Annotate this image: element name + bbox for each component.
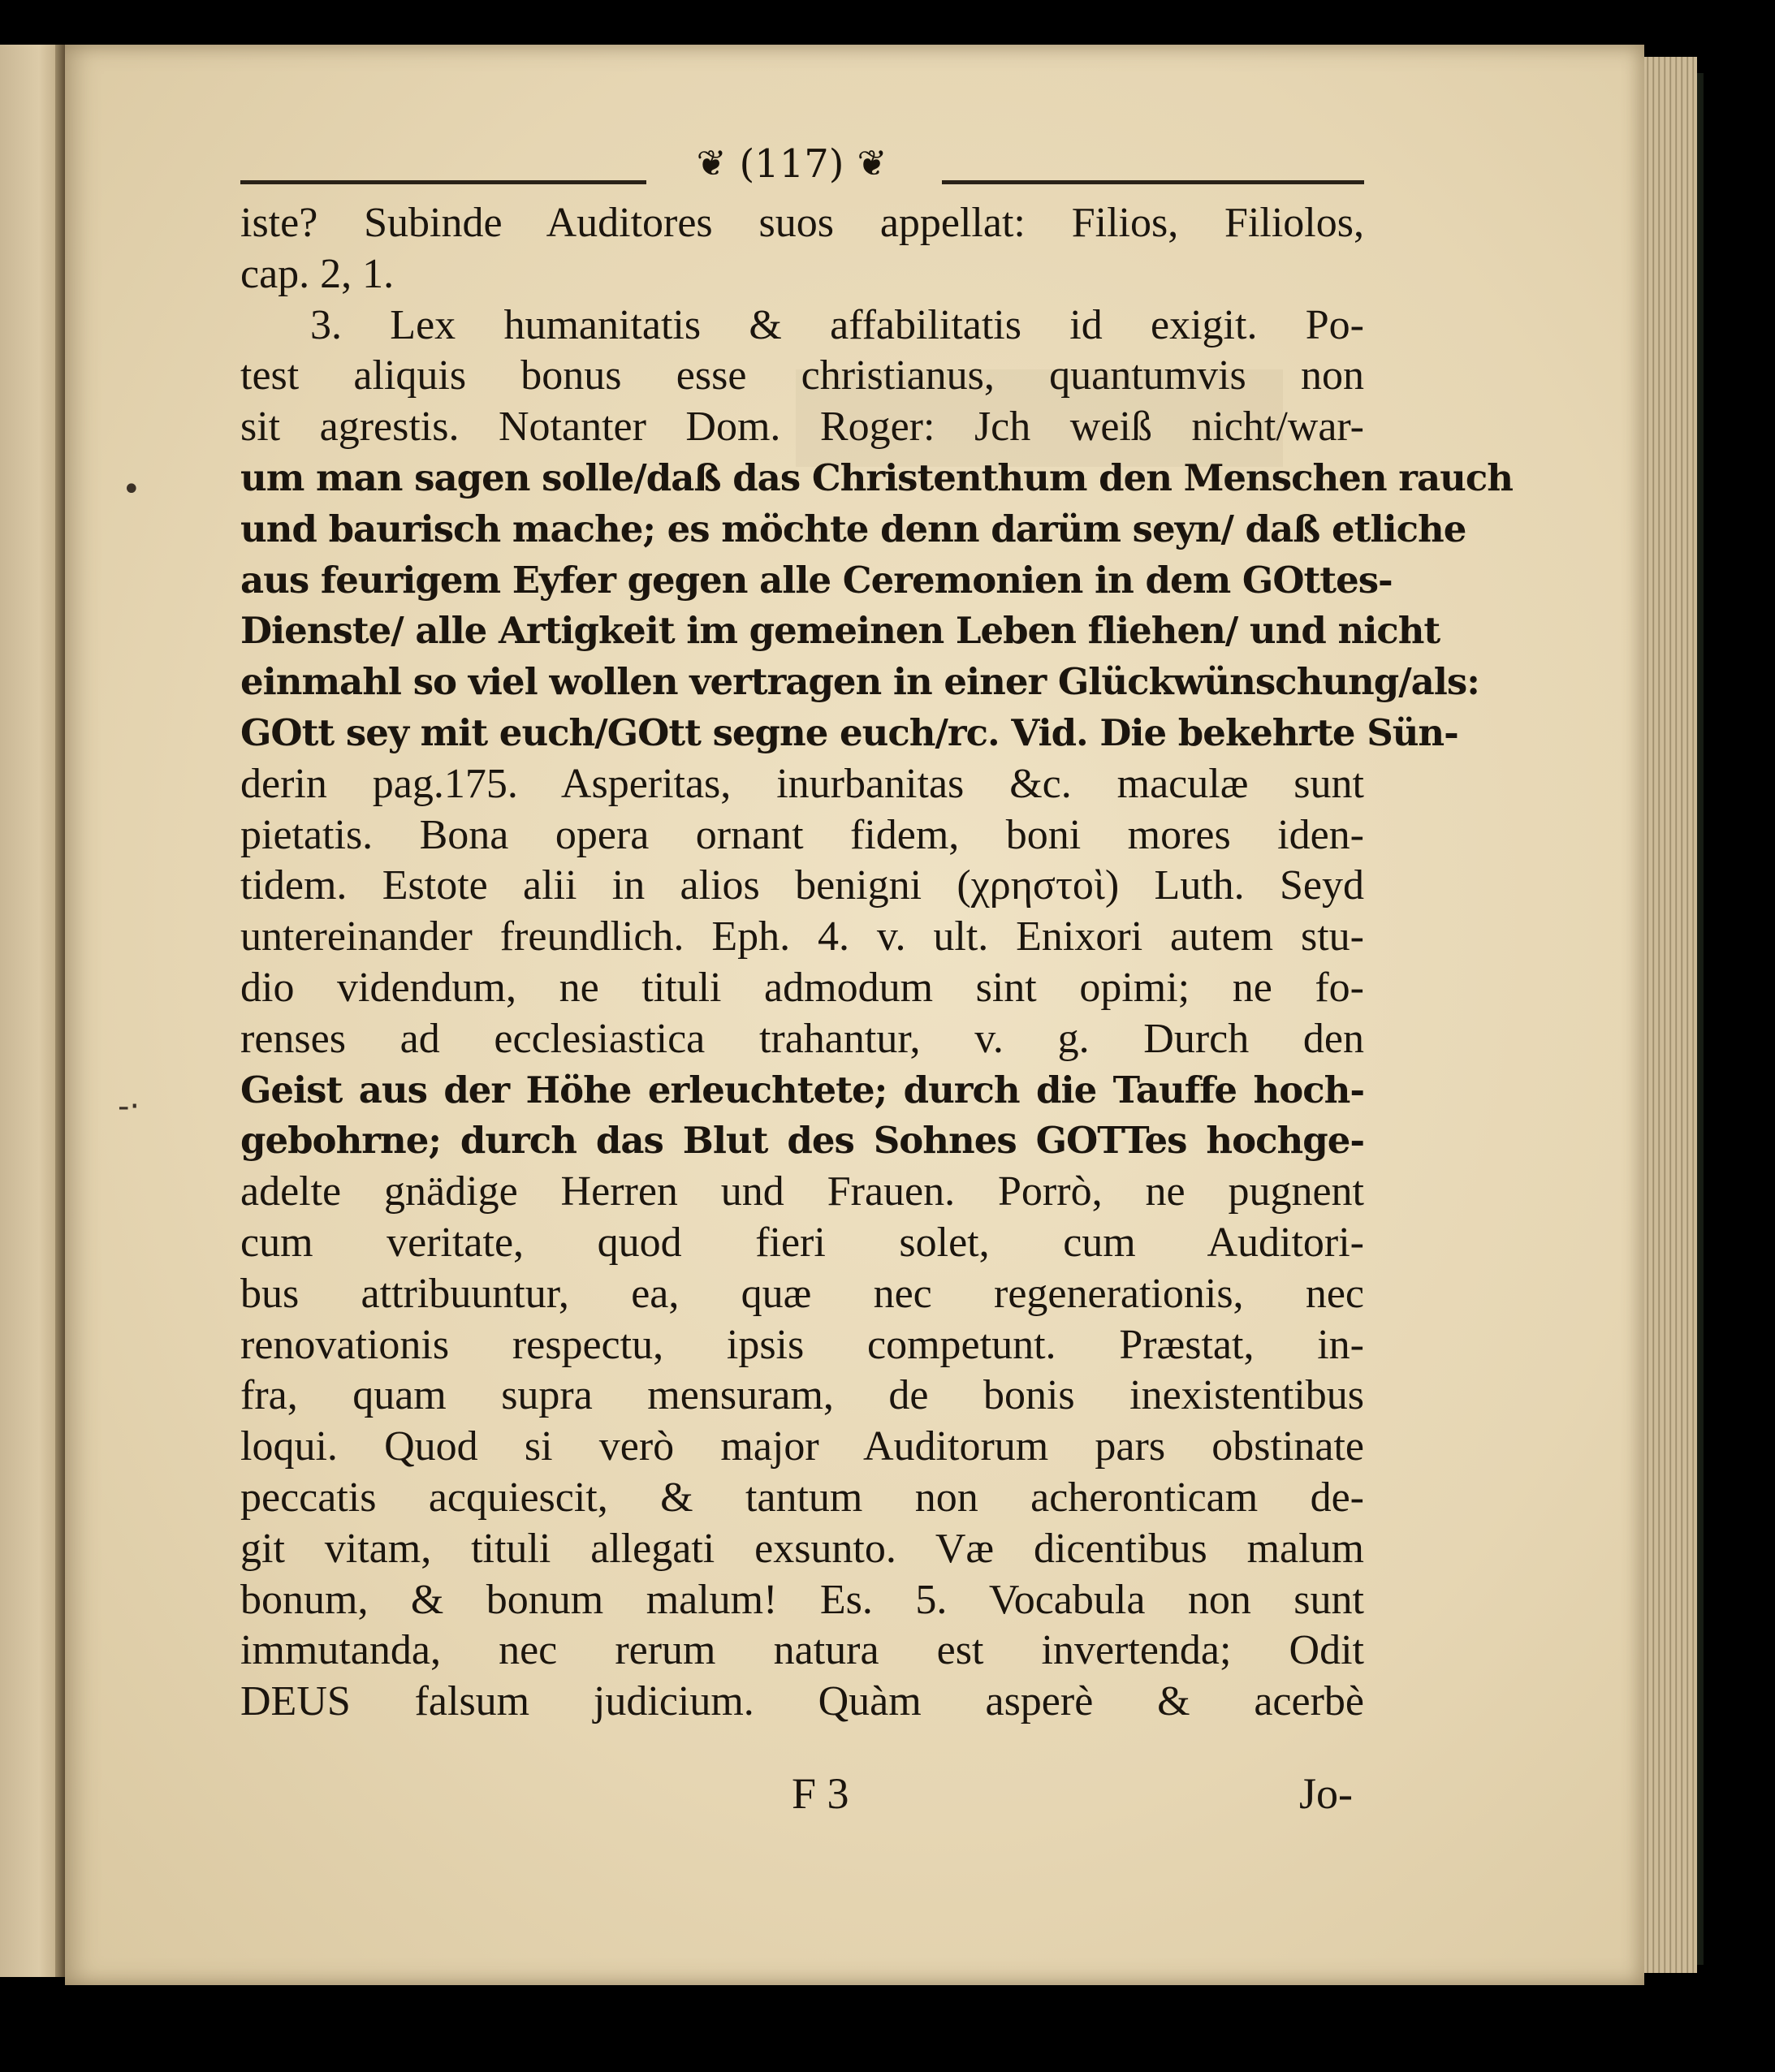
text-line: 3. Lex humanitatis & affabilitatis id exigit. Po- (310, 301, 1364, 348)
text-line: bonum, & bonum malum! Es. 5. Vocabula non sunt (240, 1576, 1364, 1623)
text-line: cap. 2, 1. (240, 250, 395, 297)
margin-dot: • (122, 471, 141, 508)
text-line: DEUS falsum judicium. Quàm asperè & acerbè (240, 1678, 1364, 1725)
text-line: test aliquis bonus esse christianus, quantumvis non (240, 352, 1364, 399)
running-header (650, 138, 934, 187)
text-line: derin pag.175. Asperitas, inurbanitas &c. maculæ sunt (240, 760, 1364, 807)
text-line: untereinander freundlich. Eph. 4. v. ult. Enixori autem stu- (240, 913, 1364, 960)
text-line: Dienste/ alle Artigkeit im gemeinen Leben fliehen/ und nicht (240, 609, 1440, 653)
text-line: fra, quam supra mensuram, de bonis inexistentibus (240, 1372, 1364, 1419)
header-rule-right (942, 180, 1364, 184)
text-line: aus feurigem Eyfer gegen alle Ceremonien in dem GOttes- (240, 558, 1393, 602)
text-line: iste? Subinde Auditores suos appellat: Filios, Filiolos, (240, 200, 1364, 246)
text-line: git vitam, tituli allegati exsunto. Væ dicentibus malum (240, 1525, 1364, 1572)
text-line: immutanda, nec rerum natura est invertenda; Odit (240, 1627, 1364, 1674)
text-line: um man sagen solle/daß das Christenthum den Menschen rauch (240, 455, 1513, 499)
page-number: (117) (739, 140, 844, 187)
text-line: tidem. Estote alii in alios benigni (χρηστοὶ) Luth. Seyd (240, 862, 1364, 909)
header-rule-left (240, 180, 646, 184)
text-line: gebohrne; durch das Blut des Sohnes GOTTes hochge- (240, 1119, 1364, 1163)
text-line: peccatis acquiescit, & tantum non acheronticam de- (240, 1474, 1364, 1521)
text-line: GOtt sey mit euch/GOtt segne euch/rc. Vid. Die bekehrte Sün- (240, 710, 1458, 754)
signature-mark: F 3 (792, 1769, 849, 1818)
body-text (240, 198, 1513, 1728)
text-line: dio videndum, ne tituli admodum sint opimi; ne fo- (240, 964, 1364, 1011)
text-line: pietatis. Bona opera ornant fidem, boni mores iden- (240, 811, 1364, 858)
text-line: einmahl so viel wollen vertragen in einer Glückwünschung/als: (240, 660, 1479, 704)
text-line: und baurisch mache; es möchte denn darüm seyn/ daß etliche (240, 507, 1466, 550)
fleuron-right-icon: ❦ (857, 143, 888, 184)
catchword: Jo- (1299, 1769, 1353, 1818)
text-line: adelte gnädige Herren und Frauen. Porrò, ne pugnent (240, 1168, 1364, 1215)
text-line: cum veritate, quod fieri solet, cum Auditori- (240, 1219, 1364, 1266)
text-line: bus attribuuntur, ea, quæ nec regenerationis, nec (240, 1270, 1364, 1317)
text-line: loqui. Quod si verò major Auditorum pars obstinate (240, 1423, 1364, 1470)
text-line: renovationis respectu, ipsis competunt. Præstat, in- (240, 1321, 1364, 1368)
text-line: Geist aus der Höhe erleuchtete; durch die Tauffe hoch- (240, 1068, 1364, 1112)
text-line: renses ad ecclesiastica trahantur, v. g. Durch den (240, 1015, 1364, 1062)
fleuron-left-icon: ❦ (696, 143, 727, 184)
text-line: sit agrestis. Notanter Dom. Roger: Jch weiß nicht/war- (240, 404, 1364, 451)
margin-mark: -· (118, 1088, 140, 1125)
